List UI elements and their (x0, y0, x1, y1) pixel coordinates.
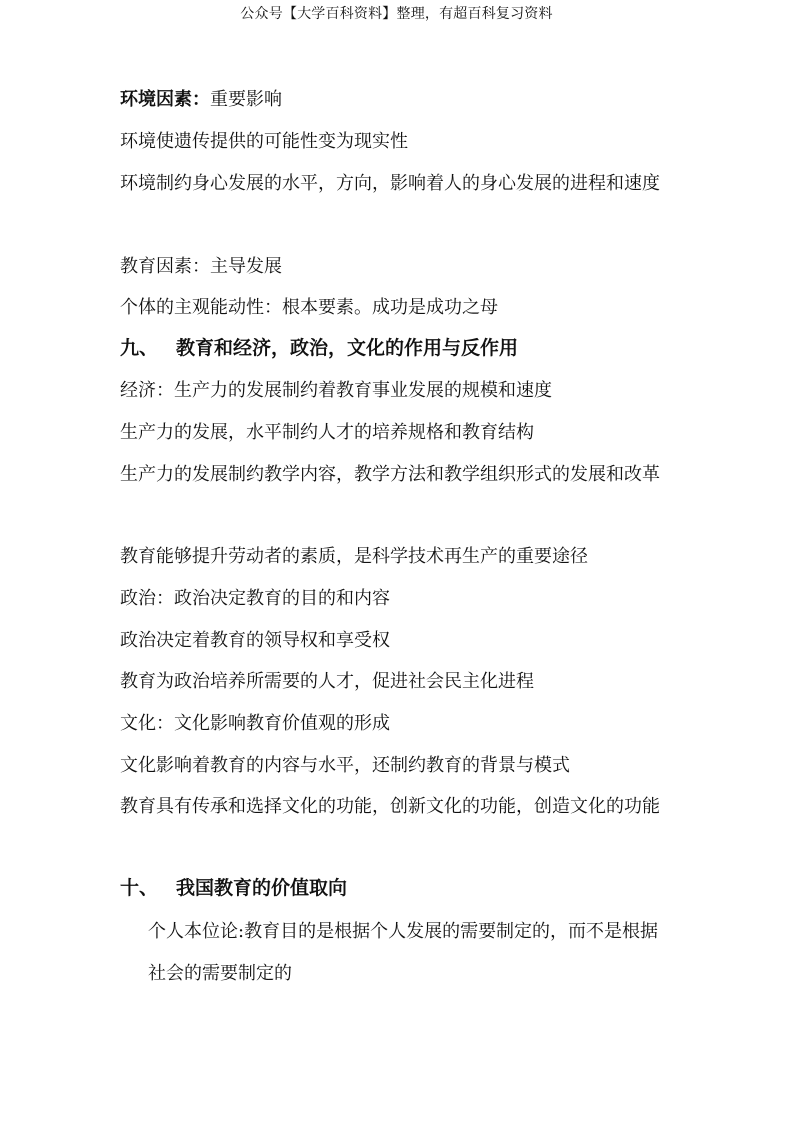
edu-factor-line: 教育因素：主导发展 (120, 256, 282, 277)
s9-item-2: 生产力的发展，水平制约人才的培养规格和教育结构 (120, 422, 534, 443)
s9-item-6: 政治决定着教育的领导权和享受权 (120, 630, 390, 651)
s9-item-9: 文化影响着教育的内容与水平，还制约教育的背景与模式 (120, 755, 570, 776)
s9-item-7: 教育为政治培养所需要的人才，促进社会民主化进程 (120, 671, 534, 692)
page-header: 公众号【大学百科资料】整理，有超百科复习资料 (240, 6, 553, 22)
section-9-heading (120, 336, 680, 360)
subjective-line: 个体的主观能动性：根本要素。成功是成功之母 (120, 297, 498, 318)
section-9-title: 教育和经济，政治，文化的作用与反作用 (176, 337, 519, 359)
section-10-number: 十、 (120, 877, 159, 899)
s9-item-4: 教育能够提升劳动者的素质，是科学技术再生产的重要途径 (120, 546, 588, 567)
section-10-title: 我国教育的价值取向 (176, 877, 348, 899)
s9-item-5: 政治：政治决定教育的目的和内容 (120, 588, 390, 609)
env-factor-label: 环境因素： (120, 89, 210, 110)
env-line-1: 环境使遗传提供的可能性变为现实性 (120, 131, 408, 152)
env-factor-line (120, 89, 680, 111)
s9-item-8: 文化：文化影响教育价值观的形成 (120, 713, 390, 734)
section-9-number: 九、 (120, 337, 159, 359)
section-10-heading (120, 876, 680, 900)
env-factor-value: 重要影响 (210, 89, 282, 110)
s9-item-10: 教育具有传承和选择文化的功能，创新文化的功能，创造文化的功能 (120, 796, 660, 817)
s9-item-1: 经济：生产力的发展制约着教育事业发展的规模和速度 (120, 380, 552, 401)
s10-item-1: 个人本位论:教育目的是根据个人发展的需要制定的，而不是根据社会的需要制定的 (148, 921, 659, 984)
s9-item-3: 生产力的发展制约教学内容，教学方法和教学组织形式的发展和改革 (120, 464, 660, 485)
env-line-2: 环境制约身心发展的水平，方向，影响着人的身心发展的进程和速度 (120, 173, 660, 194)
